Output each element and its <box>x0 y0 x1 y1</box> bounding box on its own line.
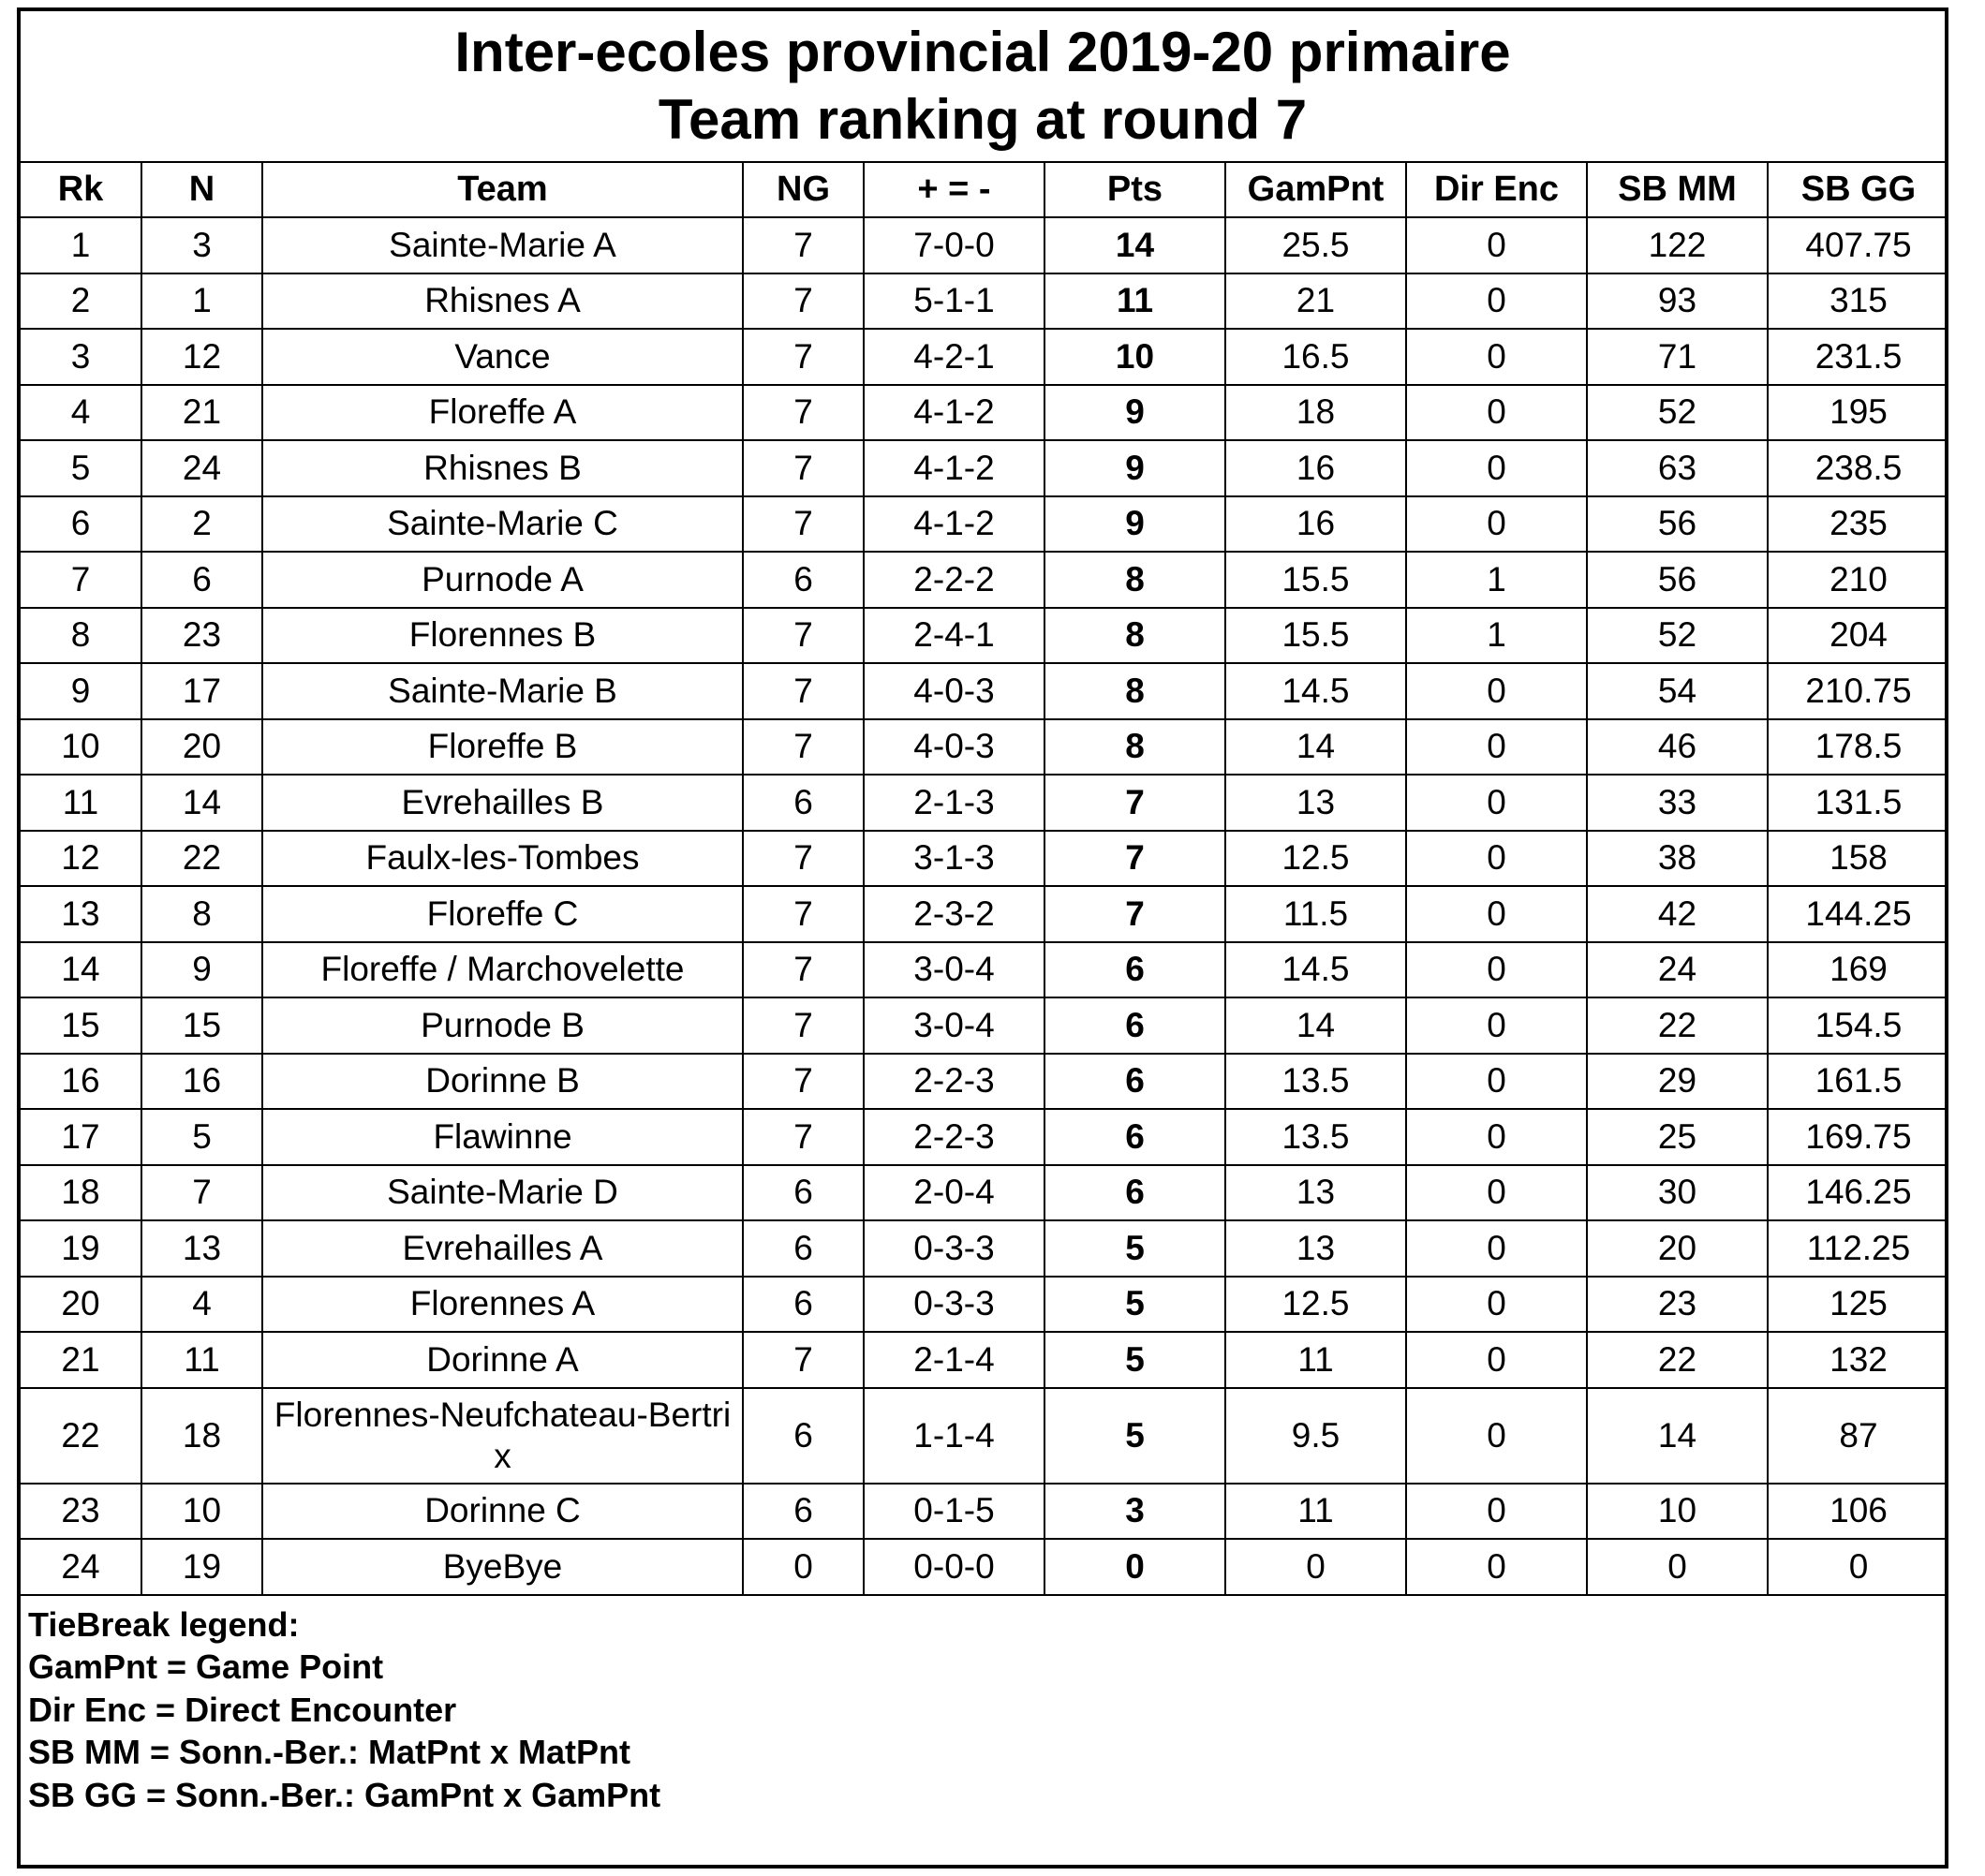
cell-dir-enc: 0 <box>1406 496 1587 553</box>
tiebreak-legend <box>21 1596 1945 1817</box>
cell-sb-gg: 144.25 <box>1768 886 1948 942</box>
cell-rank: 5 <box>21 440 141 496</box>
cell-sb-mm: 22 <box>1587 997 1768 1054</box>
ranking-sheet <box>17 7 1948 1869</box>
table-row <box>21 1484 1948 1540</box>
cell-points: 10 <box>1044 329 1225 385</box>
cell-gampnt: 14 <box>1225 997 1406 1054</box>
cell-dir-enc: 0 <box>1406 1539 1587 1595</box>
cell-rank: 21 <box>21 1332 141 1388</box>
cell-results: 5-1-1 <box>864 273 1044 330</box>
cell-team: Rhisnes A <box>262 273 743 330</box>
cell-results: 4-1-2 <box>864 440 1044 496</box>
cell-rank: 11 <box>21 775 141 831</box>
cell-gampnt: 13.5 <box>1225 1109 1406 1165</box>
cell-gampnt: 13 <box>1225 775 1406 831</box>
cell-points: 8 <box>1044 663 1225 719</box>
cell-rank: 13 <box>21 886 141 942</box>
table-row <box>21 217 1948 273</box>
cell-points: 6 <box>1044 1054 1225 1110</box>
cell-points: 9 <box>1044 496 1225 553</box>
cell-number: 6 <box>141 552 262 608</box>
cell-sb-mm: 29 <box>1587 1054 1768 1110</box>
cell-team: Sainte-Marie B <box>262 663 743 719</box>
cell-dir-enc: 0 <box>1406 775 1587 831</box>
cell-gampnt: 13 <box>1225 1165 1406 1221</box>
cell-results: 0-3-3 <box>864 1277 1044 1333</box>
cell-results: 0-1-5 <box>864 1484 1044 1540</box>
cell-games: 7 <box>743 1109 864 1165</box>
cell-games: 6 <box>743 1277 864 1333</box>
cell-games: 6 <box>743 1388 864 1484</box>
cell-rank: 24 <box>21 1539 141 1595</box>
cell-number: 8 <box>141 886 262 942</box>
cell-sb-mm: 42 <box>1587 886 1768 942</box>
page-subtitle: Team ranking at round 7 <box>658 88 1308 151</box>
header-gampnt: GamPnt <box>1225 163 1406 217</box>
cell-gampnt: 16.5 <box>1225 329 1406 385</box>
cell-gampnt: 15.5 <box>1225 608 1406 664</box>
cell-number: 5 <box>141 1109 262 1165</box>
cell-rank: 1 <box>21 217 141 273</box>
cell-number: 3 <box>141 217 262 273</box>
cell-results: 3-1-3 <box>864 831 1044 887</box>
cell-sb-gg: 158 <box>1768 831 1948 887</box>
cell-points: 5 <box>1044 1332 1225 1388</box>
cell-games: 7 <box>743 217 864 273</box>
table-row <box>21 886 1948 942</box>
cell-gampnt: 14.5 <box>1225 942 1406 998</box>
cell-results: 2-0-4 <box>864 1165 1044 1221</box>
table-row <box>21 1109 1948 1165</box>
cell-sb-gg: 169 <box>1768 942 1948 998</box>
cell-results: 4-1-2 <box>864 496 1044 553</box>
table-row <box>21 385 1948 441</box>
cell-results: 3-0-4 <box>864 997 1044 1054</box>
cell-points: 6 <box>1044 997 1225 1054</box>
table-row <box>21 496 1948 553</box>
cell-gampnt: 16 <box>1225 440 1406 496</box>
cell-dir-enc: 0 <box>1406 1484 1587 1540</box>
cell-sb-gg: 178.5 <box>1768 719 1948 776</box>
header-n: N <box>141 163 262 217</box>
cell-games: 6 <box>743 1484 864 1540</box>
cell-dir-enc: 0 <box>1406 886 1587 942</box>
cell-sb-mm: 14 <box>1587 1388 1768 1484</box>
cell-dir-enc: 0 <box>1406 1220 1587 1277</box>
cell-rank: 8 <box>21 608 141 664</box>
cell-results: 4-2-1 <box>864 329 1044 385</box>
cell-gampnt: 12.5 <box>1225 1277 1406 1333</box>
cell-games: 7 <box>743 440 864 496</box>
cell-rank: 20 <box>21 1277 141 1333</box>
cell-team: Evrehailles A <box>262 1220 743 1277</box>
cell-rank: 9 <box>21 663 141 719</box>
cell-gampnt: 21 <box>1225 273 1406 330</box>
cell-rank: 15 <box>21 997 141 1054</box>
cell-rank: 4 <box>21 385 141 441</box>
cell-results: 1-1-4 <box>864 1388 1044 1484</box>
cell-sb-gg: 231.5 <box>1768 329 1948 385</box>
cell-dir-enc: 0 <box>1406 329 1587 385</box>
cell-sb-gg: 169.75 <box>1768 1109 1948 1165</box>
cell-number: 14 <box>141 775 262 831</box>
cell-points: 7 <box>1044 775 1225 831</box>
cell-sb-mm: 30 <box>1587 1165 1768 1221</box>
cell-points: 5 <box>1044 1277 1225 1333</box>
cell-points: 9 <box>1044 385 1225 441</box>
table-row <box>21 1388 1948 1484</box>
cell-number: 17 <box>141 663 262 719</box>
cell-results: 2-2-2 <box>864 552 1044 608</box>
cell-games: 6 <box>743 1220 864 1277</box>
cell-dir-enc: 0 <box>1406 719 1587 776</box>
cell-gampnt: 14 <box>1225 719 1406 776</box>
cell-dir-enc: 1 <box>1406 608 1587 664</box>
cell-rank: 6 <box>21 496 141 553</box>
header-team: Team <box>262 163 743 217</box>
cell-games: 7 <box>743 942 864 998</box>
cell-results: 4-0-3 <box>864 719 1044 776</box>
cell-sb-gg: 204 <box>1768 608 1948 664</box>
table-row <box>21 1277 1948 1333</box>
cell-dir-enc: 0 <box>1406 942 1587 998</box>
cell-sb-gg: 407.75 <box>1768 217 1948 273</box>
cell-dir-enc: 0 <box>1406 1054 1587 1110</box>
table-row <box>21 440 1948 496</box>
header-dir-enc: Dir Enc <box>1406 163 1587 217</box>
cell-games: 7 <box>743 1054 864 1110</box>
cell-rank: 3 <box>21 329 141 385</box>
cell-points: 3 <box>1044 1484 1225 1540</box>
cell-rank: 10 <box>21 719 141 776</box>
cell-number: 1 <box>141 273 262 330</box>
cell-sb-gg: 146.25 <box>1768 1165 1948 1221</box>
cell-sb-gg: 210 <box>1768 552 1948 608</box>
cell-team: Vance <box>262 329 743 385</box>
header-rk: Rk <box>21 163 141 217</box>
cell-sb-mm: 22 <box>1587 1332 1768 1388</box>
cell-gampnt: 13.5 <box>1225 1054 1406 1110</box>
cell-sb-gg: 195 <box>1768 385 1948 441</box>
cell-sb-mm: 0 <box>1587 1539 1768 1595</box>
cell-points: 8 <box>1044 552 1225 608</box>
cell-rank: 18 <box>21 1165 141 1221</box>
cell-dir-enc: 0 <box>1406 663 1587 719</box>
cell-games: 7 <box>743 886 864 942</box>
cell-games: 7 <box>743 329 864 385</box>
cell-results: 2-1-3 <box>864 775 1044 831</box>
cell-games: 0 <box>743 1539 864 1595</box>
cell-points: 9 <box>1044 440 1225 496</box>
cell-sb-gg: 106 <box>1768 1484 1948 1540</box>
cell-results: 0-3-3 <box>864 1220 1044 1277</box>
legend-item: SB GG = Sonn.-Ber.: GamPnt x GamPnt <box>28 1775 661 1814</box>
cell-sb-gg: 161.5 <box>1768 1054 1948 1110</box>
cell-number: 21 <box>141 385 262 441</box>
cell-sb-gg: 125 <box>1768 1277 1948 1333</box>
header-pts: Pts <box>1044 163 1225 217</box>
cell-sb-gg: 112.25 <box>1768 1220 1948 1277</box>
cell-rank: 12 <box>21 831 141 887</box>
cell-gampnt: 14.5 <box>1225 663 1406 719</box>
cell-gampnt: 13 <box>1225 1220 1406 1277</box>
cell-sb-mm: 10 <box>1587 1484 1768 1540</box>
cell-points: 5 <box>1044 1220 1225 1277</box>
cell-sb-mm: 54 <box>1587 663 1768 719</box>
cell-results: 2-2-3 <box>864 1054 1044 1110</box>
cell-sb-mm: 63 <box>1587 440 1768 496</box>
cell-sb-gg: 131.5 <box>1768 775 1948 831</box>
legend-item: Dir Enc = Direct Encounter <box>28 1690 457 1729</box>
cell-points: 0 <box>1044 1539 1225 1595</box>
cell-sb-gg: 154.5 <box>1768 997 1948 1054</box>
table-row <box>21 1332 1948 1388</box>
cell-number: 20 <box>141 719 262 776</box>
cell-number: 2 <box>141 496 262 553</box>
header-sb-mm: SB MM <box>1587 163 1768 217</box>
cell-sb-mm: 122 <box>1587 217 1768 273</box>
header-ng: NG <box>743 163 864 217</box>
cell-games: 7 <box>743 997 864 1054</box>
cell-points: 6 <box>1044 1165 1225 1221</box>
ranking-table <box>21 163 1948 1596</box>
cell-team: ByeBye <box>262 1539 743 1595</box>
cell-sb-mm: 71 <box>1587 329 1768 385</box>
cell-gampnt: 25.5 <box>1225 217 1406 273</box>
cell-games: 7 <box>743 496 864 553</box>
cell-gampnt: 12.5 <box>1225 831 1406 887</box>
cell-team: Floreffe B <box>262 719 743 776</box>
table-row <box>21 1220 1948 1277</box>
cell-rank: 16 <box>21 1054 141 1110</box>
cell-number: 18 <box>141 1388 262 1484</box>
legend-heading: TieBreak legend: <box>28 1604 300 1644</box>
table-row <box>21 997 1948 1054</box>
cell-dir-enc: 0 <box>1406 385 1587 441</box>
cell-points: 8 <box>1044 719 1225 776</box>
cell-number: 13 <box>141 1220 262 1277</box>
cell-gampnt: 16 <box>1225 496 1406 553</box>
cell-sb-gg: 238.5 <box>1768 440 1948 496</box>
cell-number: 22 <box>141 831 262 887</box>
cell-results: 4-0-3 <box>864 663 1044 719</box>
cell-number: 10 <box>141 1484 262 1540</box>
table-row <box>21 663 1948 719</box>
cell-team: Floreffe A <box>262 385 743 441</box>
cell-games: 7 <box>743 831 864 887</box>
cell-sb-mm: 93 <box>1587 273 1768 330</box>
cell-results: 4-1-2 <box>864 385 1044 441</box>
cell-sb-gg: 315 <box>1768 273 1948 330</box>
cell-results: 2-3-2 <box>864 886 1044 942</box>
cell-games: 6 <box>743 775 864 831</box>
cell-games: 7 <box>743 273 864 330</box>
cell-points: 14 <box>1044 217 1225 273</box>
cell-team: Florennes A <box>262 1277 743 1333</box>
cell-games: 7 <box>743 719 864 776</box>
cell-team: Dorinne A <box>262 1332 743 1388</box>
cell-team: Purnode A <box>262 552 743 608</box>
cell-gampnt: 15.5 <box>1225 552 1406 608</box>
cell-number: 7 <box>141 1165 262 1221</box>
cell-points: 7 <box>1044 831 1225 887</box>
cell-rank: 14 <box>21 942 141 998</box>
table-row <box>21 719 1948 776</box>
cell-team: Floreffe / Marchovelette <box>262 942 743 998</box>
cell-number: 9 <box>141 942 262 998</box>
cell-number: 24 <box>141 440 262 496</box>
cell-results: 2-1-4 <box>864 1332 1044 1388</box>
cell-sb-gg: 132 <box>1768 1332 1948 1388</box>
cell-dir-enc: 0 <box>1406 273 1587 330</box>
cell-rank: 23 <box>21 1484 141 1540</box>
cell-results: 2-4-1 <box>864 608 1044 664</box>
cell-dir-enc: 1 <box>1406 552 1587 608</box>
table-row <box>21 942 1948 998</box>
ranking-body <box>21 217 1948 1595</box>
cell-team: Sainte-Marie C <box>262 496 743 553</box>
cell-number: 11 <box>141 1332 262 1388</box>
table-row <box>21 775 1948 831</box>
cell-sb-gg: 210.75 <box>1768 663 1948 719</box>
table-row <box>21 831 1948 887</box>
cell-gampnt: 11 <box>1225 1332 1406 1388</box>
cell-team: Purnode B <box>262 997 743 1054</box>
cell-team: Flawinne <box>262 1109 743 1165</box>
cell-games: 6 <box>743 552 864 608</box>
cell-gampnt: 18 <box>1225 385 1406 441</box>
cell-number: 19 <box>141 1539 262 1595</box>
cell-points: 5 <box>1044 1388 1225 1484</box>
cell-sb-gg: 0 <box>1768 1539 1948 1595</box>
cell-sb-mm: 56 <box>1587 496 1768 553</box>
cell-team: Dorinne B <box>262 1054 743 1110</box>
cell-rank: 2 <box>21 273 141 330</box>
cell-sb-gg: 87 <box>1768 1388 1948 1484</box>
cell-points: 11 <box>1044 273 1225 330</box>
cell-team: Sainte-Marie D <box>262 1165 743 1221</box>
cell-points: 6 <box>1044 942 1225 998</box>
cell-results: 3-0-4 <box>864 942 1044 998</box>
cell-dir-enc: 0 <box>1406 217 1587 273</box>
cell-number: 15 <box>141 997 262 1054</box>
cell-dir-enc: 0 <box>1406 1165 1587 1221</box>
legend-item: GamPnt = Game Point <box>28 1647 384 1686</box>
cell-points: 6 <box>1044 1109 1225 1165</box>
cell-points: 7 <box>1044 886 1225 942</box>
table-row <box>21 1165 1948 1221</box>
cell-rank: 19 <box>21 1220 141 1277</box>
title-block <box>21 11 1945 163</box>
cell-results: 7-0-0 <box>864 217 1044 273</box>
cell-team: Floreffe C <box>262 886 743 942</box>
header-results: + = - <box>864 163 1044 217</box>
cell-number: 4 <box>141 1277 262 1333</box>
cell-gampnt: 9.5 <box>1225 1388 1406 1484</box>
cell-dir-enc: 0 <box>1406 831 1587 887</box>
table-row <box>21 1054 1948 1110</box>
cell-dir-enc: 0 <box>1406 1109 1587 1165</box>
cell-games: 7 <box>743 1332 864 1388</box>
cell-points: 8 <box>1044 608 1225 664</box>
cell-sb-gg: 235 <box>1768 496 1948 553</box>
cell-sb-mm: 25 <box>1587 1109 1768 1165</box>
cell-sb-mm: 20 <box>1587 1220 1768 1277</box>
cell-sb-mm: 33 <box>1587 775 1768 831</box>
cell-games: 7 <box>743 608 864 664</box>
cell-results: 2-2-3 <box>864 1109 1044 1165</box>
cell-dir-enc: 0 <box>1406 997 1587 1054</box>
table-row <box>21 552 1948 608</box>
cell-rank: 7 <box>21 552 141 608</box>
cell-gampnt: 0 <box>1225 1539 1406 1595</box>
cell-sb-mm: 38 <box>1587 831 1768 887</box>
cell-team: Faulx-les-Tombes <box>262 831 743 887</box>
cell-sb-mm: 56 <box>1587 552 1768 608</box>
cell-dir-enc: 0 <box>1406 1277 1587 1333</box>
cell-team: Dorinne C <box>262 1484 743 1540</box>
cell-sb-mm: 46 <box>1587 719 1768 776</box>
cell-dir-enc: 0 <box>1406 1388 1587 1484</box>
cell-team: Rhisnes B <box>262 440 743 496</box>
header-sb-gg: SB GG <box>1768 163 1948 217</box>
cell-results: 0-0-0 <box>864 1539 1044 1595</box>
table-row <box>21 1539 1948 1595</box>
cell-sb-mm: 52 <box>1587 385 1768 441</box>
table-row <box>21 329 1948 385</box>
cell-dir-enc: 0 <box>1406 440 1587 496</box>
cell-sb-mm: 52 <box>1587 608 1768 664</box>
cell-team: Sainte-Marie A <box>262 217 743 273</box>
page-title: Inter-ecoles provincial 2019-20 primaire <box>454 21 1511 83</box>
table-row <box>21 273 1948 330</box>
cell-team: Florennes B <box>262 608 743 664</box>
cell-sb-mm: 24 <box>1587 942 1768 998</box>
cell-games: 6 <box>743 1165 864 1221</box>
cell-team: Florennes-Neufchateau-Bertrix <box>262 1388 743 1484</box>
header-row <box>21 163 1948 217</box>
table-row <box>21 608 1948 664</box>
cell-gampnt: 11.5 <box>1225 886 1406 942</box>
cell-games: 7 <box>743 385 864 441</box>
cell-gampnt: 11 <box>1225 1484 1406 1540</box>
cell-number: 23 <box>141 608 262 664</box>
legend-item: SB MM = Sonn.-Ber.: MatPnt x MatPnt <box>28 1733 631 1771</box>
cell-team: Evrehailles B <box>262 775 743 831</box>
cell-sb-mm: 23 <box>1587 1277 1768 1333</box>
cell-games: 7 <box>743 663 864 719</box>
cell-rank: 22 <box>21 1388 141 1484</box>
cell-number: 16 <box>141 1054 262 1110</box>
cell-number: 12 <box>141 329 262 385</box>
cell-rank: 17 <box>21 1109 141 1165</box>
cell-dir-enc: 0 <box>1406 1332 1587 1388</box>
